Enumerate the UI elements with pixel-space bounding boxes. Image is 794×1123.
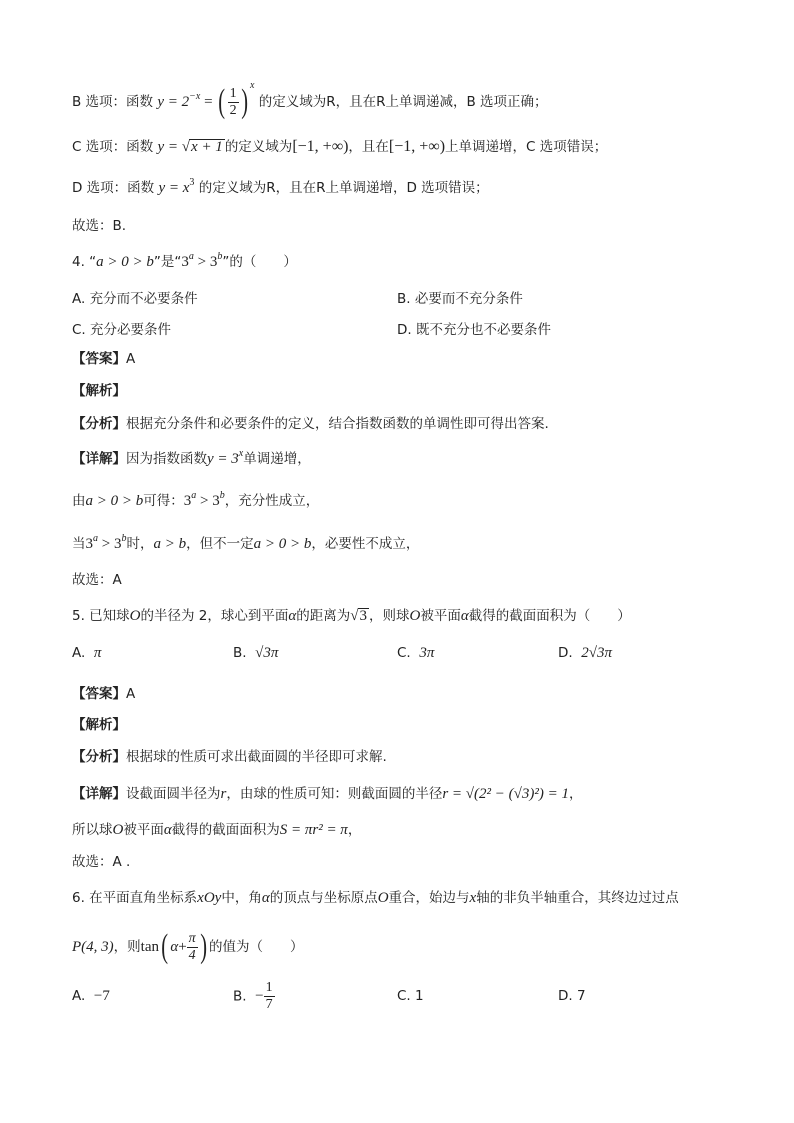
q5-choose: 故选：A . xyxy=(72,854,131,870)
q5-l2-o: O xyxy=(112,822,124,838)
d-option-prefix: D 选项：函数 xyxy=(72,180,155,196)
b-option-exp: −x xyxy=(189,91,201,102)
q5-pre: 5. 已知球 xyxy=(72,608,130,624)
q5-option-d xyxy=(558,645,612,662)
q5-l2-formula: S = πr² = π xyxy=(279,822,348,838)
q5-l2-post: ， xyxy=(347,822,362,838)
q6-post: 轴的非负半轴重合，其终边过过点 xyxy=(476,890,679,906)
q4-analysis-label: 【解析】 xyxy=(72,383,126,399)
q4-l3-three-b: > 3 xyxy=(98,536,122,552)
q5-fenxi-label: 【分析】 xyxy=(72,749,126,765)
c-option-suffix: 上单调递增，C 选项错误； xyxy=(445,139,608,155)
q4-post: ”的（ ） xyxy=(222,254,297,270)
b-option-eq: = xyxy=(200,94,217,110)
q5-mid1: 的半径为 2，球心到平面 xyxy=(140,608,289,624)
q5-detail-r: r xyxy=(220,786,227,802)
q4-l2-three-a: 3 xyxy=(183,493,192,509)
q4-l2-three-b: > 3 xyxy=(196,493,220,509)
q5-detail-post: ， xyxy=(569,786,583,802)
q4-cond2b: > 3 xyxy=(193,254,218,270)
q5-mid3: ，则球 xyxy=(369,608,410,624)
q4-exp-a: a xyxy=(188,251,194,262)
b-option-prefix: B 选项：函数 xyxy=(72,94,154,110)
q4-l3-pre: 当 xyxy=(72,536,86,552)
q6-opt-b-fraction xyxy=(264,980,275,1013)
q5-option-c xyxy=(397,645,434,662)
q4-cond2a: 3 xyxy=(181,254,189,270)
q4-fenxi-label: 【分析】 xyxy=(72,416,126,432)
q5-l2-alpha: α xyxy=(163,822,172,838)
q6-pre: 6. 在平面直角坐标系 xyxy=(72,890,198,906)
q6-opt-b-sign: − xyxy=(255,988,264,1004)
q5-alpha2: α xyxy=(460,608,469,624)
q6-fraction xyxy=(187,931,198,964)
q5-sqrt3: 3 xyxy=(359,608,368,624)
q6-option-c xyxy=(397,988,424,1004)
q4-detail-pre: 因为指数函数 xyxy=(126,451,207,467)
q4-l3-mid: 时， xyxy=(126,536,154,552)
q4-l2-post: ，充分性成立， xyxy=(224,493,320,509)
q4-mid: ”是“ xyxy=(153,254,182,270)
q6-tan: tan xyxy=(140,939,159,955)
q5-opt-c-label: C. xyxy=(397,645,411,661)
q6-mid1: 中，角 xyxy=(221,890,262,906)
q6-mid3: 重合，始边与 xyxy=(388,890,470,906)
q4-detail-line xyxy=(72,447,311,468)
c-option-expr: y = xyxy=(157,139,182,155)
q6-option-d xyxy=(558,988,586,1004)
q6-alpha: α xyxy=(261,890,270,906)
q6-opt-a-label: A. xyxy=(72,988,86,1004)
q4-l3-expr: a > 0 > b xyxy=(253,536,312,552)
q6-l2-alpha: α xyxy=(170,939,179,955)
frac-exp: x xyxy=(249,80,255,91)
q4-l3-post: ，必要性不成立， xyxy=(311,536,420,552)
q6-l2-mid: ，则 xyxy=(113,939,141,955)
q4-detail-post: 单调递增， xyxy=(243,451,311,467)
q6-opt-b-den: 7 xyxy=(265,997,273,1012)
q4-l2-expr: a > 0 > b xyxy=(85,493,144,509)
q5-o2: O xyxy=(409,608,421,624)
q5-answer-value: A xyxy=(126,686,136,702)
frac-den: 2 xyxy=(229,102,237,118)
answer-b-line: 故选：B. xyxy=(72,218,127,234)
q4-option-a: A. 充分而不必要条件 xyxy=(72,291,198,307)
q4-fenxi-line xyxy=(72,412,549,432)
q4-answer-line xyxy=(72,347,135,367)
q4-option-b: B. 必要而不充分条件 xyxy=(397,291,523,307)
q4-exp-b: b xyxy=(217,251,223,262)
d-option-exp: 3 xyxy=(189,177,195,188)
q5-option-b xyxy=(233,645,278,662)
q5-opt-b-value: √3π xyxy=(255,645,279,661)
q4-l2 xyxy=(72,489,319,510)
b-option-expr: y = 2 xyxy=(157,94,190,110)
right-paren: ) xyxy=(199,928,207,965)
q4-l3-three-a: 3 xyxy=(85,536,93,552)
q4-l3-exp-b: b xyxy=(121,533,127,544)
left-paren: ( xyxy=(218,83,226,120)
q6-frac-num: π xyxy=(188,930,196,946)
q5-detail-label: 【详解】 xyxy=(72,786,126,802)
q4-detail-exp: x xyxy=(238,448,244,459)
c-option-interval2: [−1, +∞) xyxy=(388,138,446,155)
q5-analysis-label: 【解析】 xyxy=(72,717,126,733)
q4-l2-pre: 由 xyxy=(72,493,86,509)
q6-xoy: xOy xyxy=(197,890,222,906)
q6-point: P(4, 3) xyxy=(72,939,114,955)
d-option-line xyxy=(72,176,489,197)
q4-l3-ab: a > b xyxy=(153,536,187,552)
question-5 xyxy=(72,604,631,625)
q5-opt-b-label: B. xyxy=(233,645,247,661)
b-option-fraction xyxy=(228,86,239,119)
c-option-interval1: [−1, +∞) xyxy=(292,138,349,155)
q6-opt-b-label: B. xyxy=(233,988,247,1005)
left-paren: ( xyxy=(161,928,169,965)
q5-post: 截得的截面面积为（ ） xyxy=(468,608,631,624)
q6-opt-c-label: C. xyxy=(397,988,411,1004)
q5-answer-line xyxy=(72,682,135,702)
q4-answer-label: 【答案】 xyxy=(72,351,126,367)
q5-opt-a-value: π xyxy=(93,645,102,661)
q4-detail-expr: y = 3 xyxy=(207,451,239,467)
q5-mid4: 被平面 xyxy=(420,608,461,624)
q6-frac-den: 4 xyxy=(188,947,196,963)
q6-l2-post: 的值为（ ） xyxy=(209,939,304,955)
q6-opt-b-num: 1 xyxy=(265,980,273,995)
q5-detail-line xyxy=(72,782,583,803)
question-6 xyxy=(72,886,679,907)
q4-l3-exp-a: a xyxy=(93,533,98,544)
c-option-radicand: x + 1 xyxy=(191,139,223,155)
q6-opt-c-value: 1 xyxy=(415,988,424,1004)
b-option-line xyxy=(72,80,548,121)
q5-detail-mid: ，由球的性质可知：则截面圆的半径 xyxy=(226,786,443,802)
q4-pre: 4. “ xyxy=(72,254,97,270)
q4-option-d: D. 既不充分也不必要条件 xyxy=(397,322,551,338)
q4-l2-mid: 可得： xyxy=(143,493,184,509)
d-option-suffix: 的定义域为R，且在R上单调递增，D 选项错误； xyxy=(198,180,489,196)
right-paren: ) xyxy=(240,83,248,120)
q5-l2-pre: 所以球 xyxy=(72,822,113,838)
q5-detail-pre: 设截面圆半径为 xyxy=(126,786,221,802)
sqrt-sign: √ xyxy=(181,139,191,155)
q5-answer-label: 【答案】 xyxy=(72,686,126,702)
q4-l3 xyxy=(72,532,419,553)
q4-answer-value: A xyxy=(126,351,136,367)
q6-option-b xyxy=(233,980,275,1013)
q5-fenxi-line xyxy=(72,745,387,765)
q5-opt-d-label: D. xyxy=(558,645,573,661)
q5-l2-mid2: 截得的截面面积为 xyxy=(171,822,280,838)
question-4 xyxy=(72,250,297,271)
q4-l2-exp-a: a xyxy=(191,490,197,501)
q5-fenxi-text: 根据球的性质可求出截面圆的半径即可求解. xyxy=(126,749,387,765)
q5-l2 xyxy=(72,818,361,839)
q6-opt-d-value: 7 xyxy=(576,988,586,1004)
q4-l2-exp-b: b xyxy=(219,490,225,501)
c-option-prefix: C 选项：函数 xyxy=(72,139,154,155)
q5-detail-formula: r = √(2² − (√3)²) = 1 xyxy=(442,786,569,802)
q5-opt-c-value: 3π xyxy=(419,645,435,661)
q6-mid2: 的顶点与坐标原点 xyxy=(269,890,378,906)
q4-l3-mid2: ，但不一定 xyxy=(186,536,254,552)
q5-o: O xyxy=(129,608,141,624)
q5-opt-d-value: 2√3π xyxy=(581,645,613,661)
question-6-line-2: P(4, 3)，则tan( α+ $\frac{\pi}{4}$ ) 的值为（ ） xyxy=(72,928,304,965)
q4-cond1: a > 0 > b xyxy=(96,254,154,270)
q5-l2-mid: 被平面 xyxy=(123,822,164,838)
sqrt-sign: √ xyxy=(350,608,359,624)
q5-mid2: 的距离为 xyxy=(296,608,351,624)
q4-option-c: C. 充分必要条件 xyxy=(72,322,172,338)
b-option-suffix: 的定义域为R，且在R上单调递减，B 选项正确； xyxy=(258,94,548,110)
q4-fenxi-text: 根据充分条件和必要条件的定义，结合指数函数的单调性即可得出答案. xyxy=(126,416,549,432)
q6-x: x xyxy=(469,890,477,906)
q4-choose: 故选：A xyxy=(72,572,122,588)
frac-num: 1 xyxy=(229,85,237,101)
q5-option-a xyxy=(72,645,101,662)
c-option-mid2: ，且在 xyxy=(348,139,389,155)
q6-option-a xyxy=(72,988,110,1005)
q6-o: O xyxy=(377,890,389,906)
c-option-line xyxy=(72,135,607,156)
d-option-expr: y = x xyxy=(158,180,190,196)
q5-opt-a-label: A. xyxy=(72,645,86,661)
c-option-mid: 的定义域为 xyxy=(224,139,293,155)
q5-alpha: α xyxy=(288,608,297,624)
q6-opt-a-value: −7 xyxy=(93,988,110,1004)
q6-opt-d-label: D. xyxy=(558,988,573,1004)
q4-detail-label: 【详解】 xyxy=(72,451,126,467)
